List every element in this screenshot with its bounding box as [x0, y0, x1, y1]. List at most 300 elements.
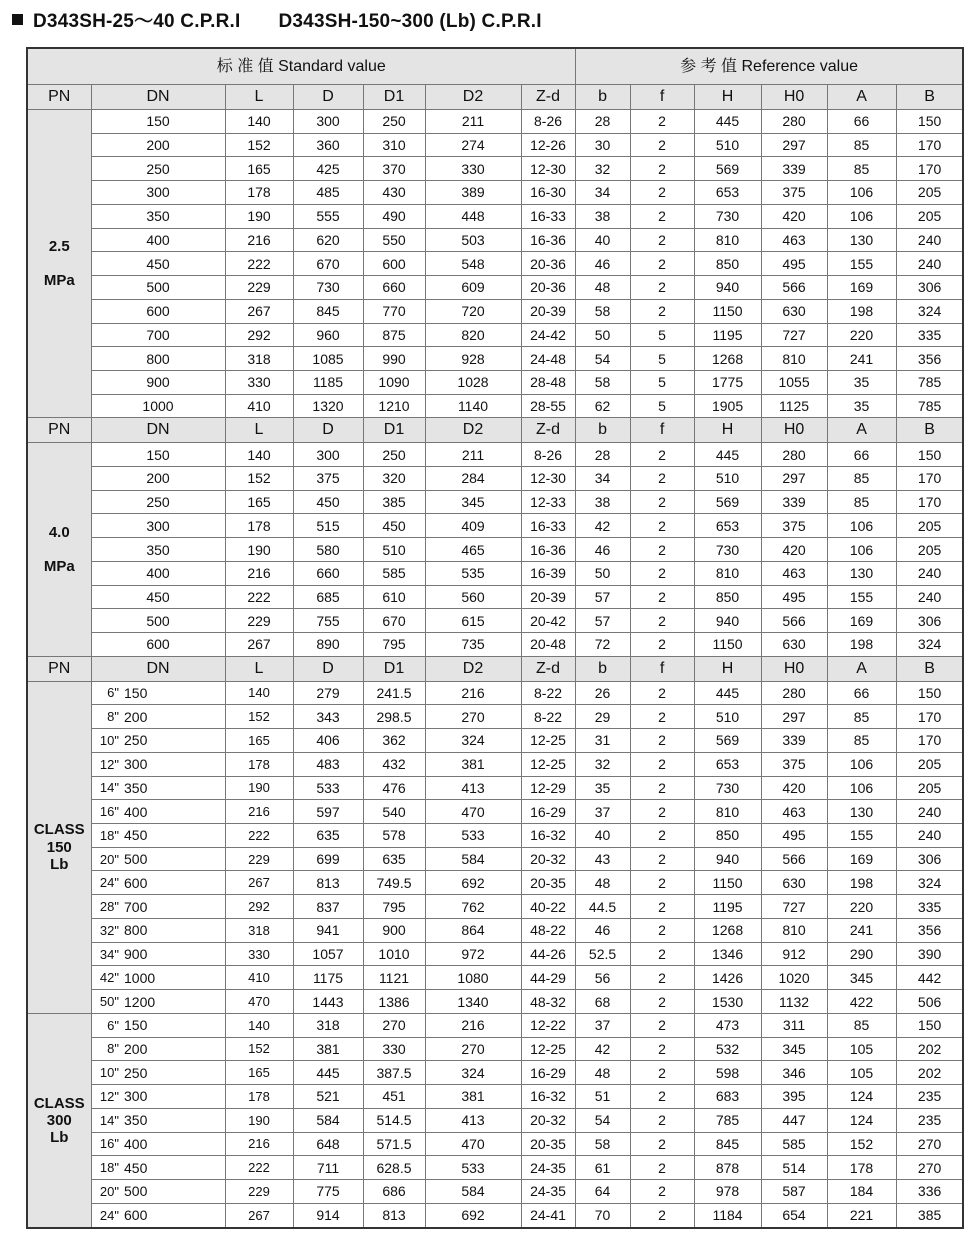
data-cell: 85: [827, 133, 896, 157]
data-cell: 2: [630, 133, 694, 157]
nps-inch-cell: 8": [91, 1037, 122, 1061]
data-cell: 2: [630, 109, 694, 133]
table-row: [27, 394, 963, 418]
data-cell: 375: [761, 514, 827, 538]
data-cell: 178: [225, 752, 293, 776]
data-cell: 775: [293, 1180, 363, 1204]
nps-inch-cell: 14": [91, 1108, 122, 1132]
data-cell: 1132: [761, 990, 827, 1014]
data-cell: 202: [896, 1061, 963, 1085]
data-cell: 58: [575, 1132, 630, 1156]
data-cell: 635: [293, 824, 363, 848]
pn-label-line: Lb: [50, 1129, 69, 1147]
data-cell: 292: [225, 323, 293, 347]
data-cell: 370: [363, 157, 425, 181]
nps-inch-cell: 10": [91, 729, 122, 753]
data-cell: 413: [425, 1108, 521, 1132]
data-cell: 64: [575, 1180, 630, 1204]
data-cell: 864: [425, 918, 521, 942]
data-cell: 306: [896, 609, 963, 633]
data-cell: 216: [225, 561, 293, 585]
data-cell: 409: [425, 514, 521, 538]
data-cell: 68: [575, 990, 630, 1014]
data-cell: 106: [827, 181, 896, 205]
dn-cell: 350: [122, 1108, 225, 1132]
data-cell: 2: [630, 514, 694, 538]
data-cell: 2: [630, 681, 694, 705]
data-cell: 20-32: [521, 847, 575, 871]
data-cell: 533: [293, 776, 363, 800]
data-cell: 12-26: [521, 133, 575, 157]
data-cell: 2: [630, 895, 694, 919]
data-cell: 2: [630, 252, 694, 276]
pn-label-class300: [27, 1013, 91, 1228]
dn-cell: 900: [91, 370, 225, 394]
data-cell: 495: [761, 585, 827, 609]
dn-cell: 500: [122, 1180, 225, 1204]
data-cell: 267: [225, 633, 293, 657]
nps-inch-cell: 16": [91, 800, 122, 824]
data-cell: 448: [425, 204, 521, 228]
data-cell: 381: [425, 1085, 521, 1109]
data-cell: 387.5: [363, 1061, 425, 1085]
column-header-h0: H0: [761, 656, 827, 681]
data-cell: 205: [896, 752, 963, 776]
table-row: [27, 1156, 963, 1180]
column-header-dn: DN: [91, 656, 225, 681]
data-cell: 222: [225, 585, 293, 609]
data-cell: 16-33: [521, 204, 575, 228]
column-header-pn: PN: [27, 85, 91, 110]
data-cell: 165: [225, 1061, 293, 1085]
data-cell: 670: [363, 609, 425, 633]
data-cell: 48: [575, 1061, 630, 1085]
data-cell: 20-42: [521, 609, 575, 633]
dn-cell: 500: [91, 276, 225, 300]
data-cell: 165: [225, 490, 293, 514]
data-cell: 727: [761, 323, 827, 347]
data-cell: 1175: [293, 966, 363, 990]
data-cell: 875: [363, 323, 425, 347]
dn-cell: 150: [122, 681, 225, 705]
dn-cell: 600: [91, 299, 225, 323]
column-header-f: f: [630, 85, 694, 110]
data-cell: 540: [363, 800, 425, 824]
data-cell: 211: [425, 109, 521, 133]
data-cell: 24-42: [521, 323, 575, 347]
data-cell: 42: [575, 1037, 630, 1061]
column-header-d1: D1: [363, 85, 425, 110]
data-cell: 654: [761, 1203, 827, 1228]
data-cell: 385: [363, 490, 425, 514]
data-cell: 2: [630, 776, 694, 800]
data-cell: 205: [896, 776, 963, 800]
column-header-zd: Z-d: [521, 656, 575, 681]
data-cell: 2: [630, 1108, 694, 1132]
nps-inch-cell: 8": [91, 705, 122, 729]
dn-cell: 250: [122, 1061, 225, 1085]
data-cell: 106: [827, 538, 896, 562]
data-cell: 34: [575, 181, 630, 205]
data-cell: 16-32: [521, 1085, 575, 1109]
data-cell: 730: [694, 204, 761, 228]
data-cell: 2: [630, 276, 694, 300]
table-row: [27, 1108, 963, 1132]
table-row: [27, 1037, 963, 1061]
data-cell: 57: [575, 609, 630, 633]
data-cell: 339: [761, 729, 827, 753]
data-cell: 28: [575, 443, 630, 467]
data-cell: 58: [575, 370, 630, 394]
data-cell: 476: [363, 776, 425, 800]
data-cell: 40: [575, 228, 630, 252]
dn-cell: 250: [91, 157, 225, 181]
data-cell: 2: [630, 1132, 694, 1156]
table-row: [27, 942, 963, 966]
data-cell: 220: [827, 323, 896, 347]
data-cell: 216: [225, 228, 293, 252]
column-header-l: L: [225, 656, 293, 681]
data-cell: 330: [363, 1037, 425, 1061]
data-cell: 445: [694, 681, 761, 705]
column-header-a: A: [827, 85, 896, 110]
data-cell: 170: [896, 466, 963, 490]
table-row: [27, 443, 963, 467]
data-cell: 205: [896, 514, 963, 538]
data-cell: 105: [827, 1037, 896, 1061]
data-cell: 584: [425, 847, 521, 871]
data-cell: 106: [827, 776, 896, 800]
data-cell: 216: [425, 1013, 521, 1037]
data-cell: 270: [896, 1156, 963, 1180]
data-cell: 686: [363, 1180, 425, 1204]
data-cell: 940: [694, 276, 761, 300]
data-cell: 280: [761, 109, 827, 133]
data-cell: 140: [225, 109, 293, 133]
data-cell: 941: [293, 918, 363, 942]
data-cell: 960: [293, 323, 363, 347]
data-cell: 170: [896, 157, 963, 181]
data-cell: 229: [225, 1180, 293, 1204]
data-cell: 2: [630, 966, 694, 990]
table-row: [27, 800, 963, 824]
data-cell: 12-33: [521, 490, 575, 514]
data-cell: 940: [694, 847, 761, 871]
data-cell: 406: [293, 729, 363, 753]
dn-cell: 450: [91, 585, 225, 609]
data-cell: 205: [896, 538, 963, 562]
data-cell: 810: [694, 800, 761, 824]
data-cell: 450: [293, 490, 363, 514]
column-header-f: f: [630, 656, 694, 681]
data-cell: 222: [225, 252, 293, 276]
data-cell: 447: [761, 1108, 827, 1132]
data-cell: 20-32: [521, 1108, 575, 1132]
column-header-d: D: [293, 85, 363, 110]
data-cell: 850: [694, 585, 761, 609]
data-cell: 267: [225, 299, 293, 323]
data-cell: 318: [225, 347, 293, 371]
data-cell: 720: [425, 299, 521, 323]
column-header-d: D: [293, 418, 363, 443]
square-bullet-icon: [12, 14, 23, 25]
dn-cell: 200: [91, 466, 225, 490]
data-cell: 345: [761, 1037, 827, 1061]
data-cell: 566: [761, 276, 827, 300]
data-cell: 56: [575, 966, 630, 990]
data-cell: 20-35: [521, 871, 575, 895]
data-cell: 483: [293, 752, 363, 776]
data-cell: 8-22: [521, 705, 575, 729]
data-cell: 375: [761, 752, 827, 776]
table-row: [27, 1013, 963, 1037]
data-cell: 1055: [761, 370, 827, 394]
data-cell: 914: [293, 1203, 363, 1228]
data-cell: 216: [225, 800, 293, 824]
data-cell: 240: [896, 561, 963, 585]
data-cell: 178: [225, 1085, 293, 1109]
data-cell: 335: [896, 323, 963, 347]
data-cell: 306: [896, 847, 963, 871]
data-cell: 2: [630, 1013, 694, 1037]
data-cell: 510: [694, 133, 761, 157]
column-header-h: H: [694, 418, 761, 443]
data-cell: 463: [761, 228, 827, 252]
data-cell: 515: [293, 514, 363, 538]
column-header-d1: D1: [363, 418, 425, 443]
data-cell: 2: [630, 1156, 694, 1180]
data-cell: 610: [363, 585, 425, 609]
table-row: [27, 490, 963, 514]
table-row: [27, 370, 963, 394]
dn-cell: 300: [122, 1085, 225, 1109]
dn-cell: 300: [122, 752, 225, 776]
data-cell: 795: [363, 895, 425, 919]
data-cell: 2: [630, 1037, 694, 1061]
data-cell: 755: [293, 609, 363, 633]
dn-cell: 900: [122, 942, 225, 966]
data-cell: 2: [630, 561, 694, 585]
data-cell: 795: [363, 633, 425, 657]
dn-cell: 500: [122, 847, 225, 871]
data-cell: 532: [694, 1037, 761, 1061]
nps-inch-cell: 32": [91, 918, 122, 942]
data-cell: 170: [896, 133, 963, 157]
data-cell: 235: [896, 1108, 963, 1132]
data-cell: 229: [225, 276, 293, 300]
pn-label-pn25: [27, 109, 91, 418]
dn-cell: 600: [122, 1203, 225, 1228]
data-cell: 241: [827, 347, 896, 371]
data-cell: 211: [425, 443, 521, 467]
data-cell: 16-39: [521, 561, 575, 585]
data-cell: 85: [827, 729, 896, 753]
data-cell: 16-36: [521, 538, 575, 562]
data-cell: 1185: [293, 370, 363, 394]
data-cell: 184: [827, 1180, 896, 1204]
data-cell: 2: [630, 181, 694, 205]
data-cell: 222: [225, 824, 293, 848]
data-cell: 324: [425, 1061, 521, 1085]
data-cell: 270: [363, 1013, 425, 1037]
data-cell: 692: [425, 871, 521, 895]
data-cell: 510: [694, 705, 761, 729]
data-cell: 2: [630, 990, 694, 1014]
nps-inch-cell: 12": [91, 1085, 122, 1109]
data-cell: 473: [694, 1013, 761, 1037]
data-cell: 628.5: [363, 1156, 425, 1180]
pn-label-line: 300: [46, 1111, 72, 1129]
column-header-d2: D2: [425, 85, 521, 110]
data-cell: 37: [575, 800, 630, 824]
data-cell: 356: [896, 918, 963, 942]
data-cell: 463: [761, 800, 827, 824]
data-cell: 165: [225, 729, 293, 753]
data-cell: 8-22: [521, 681, 575, 705]
data-cell: 16-36: [521, 228, 575, 252]
data-cell: 2: [630, 466, 694, 490]
pn-label-line: 4.0: [48, 523, 70, 541]
data-cell: 70: [575, 1203, 630, 1228]
data-cell: 2: [630, 1085, 694, 1109]
pn-label-line: CLASS: [33, 821, 85, 839]
data-cell: 749.5: [363, 871, 425, 895]
data-cell: 711: [293, 1156, 363, 1180]
data-cell: 521: [293, 1085, 363, 1109]
data-cell: 24-48: [521, 347, 575, 371]
data-cell: 1080: [425, 966, 521, 990]
column-header-h: H: [694, 656, 761, 681]
dn-cell: 450: [122, 824, 225, 848]
data-cell: 2: [630, 443, 694, 467]
data-cell: 422: [827, 990, 896, 1014]
data-cell: 346: [761, 1061, 827, 1085]
table-row: [27, 133, 963, 157]
dn-cell: 250: [91, 490, 225, 514]
data-cell: 1184: [694, 1203, 761, 1228]
data-cell: 16-33: [521, 514, 575, 538]
column-header-l: L: [225, 418, 293, 443]
dn-cell: 600: [122, 871, 225, 895]
table-row: [27, 681, 963, 705]
table-row: [27, 918, 963, 942]
data-cell: 85: [827, 466, 896, 490]
data-cell: 445: [694, 443, 761, 467]
data-cell: 20-39: [521, 585, 575, 609]
data-cell: 1020: [761, 966, 827, 990]
nps-inch-cell: 20": [91, 847, 122, 871]
data-cell: 339: [761, 490, 827, 514]
data-cell: 279: [293, 681, 363, 705]
data-cell: 810: [761, 347, 827, 371]
data-cell: 40: [575, 824, 630, 848]
nps-inch-cell: 20": [91, 1180, 122, 1204]
data-cell: 267: [225, 871, 293, 895]
data-cell: 72: [575, 633, 630, 657]
column-header-dn: DN: [91, 418, 225, 443]
data-cell: 727: [761, 895, 827, 919]
table-row: [27, 181, 963, 205]
data-cell: 683: [694, 1085, 761, 1109]
data-cell: 250: [363, 443, 425, 467]
data-cell: 533: [425, 1156, 521, 1180]
data-cell: 48-22: [521, 918, 575, 942]
data-cell: 12-25: [521, 1037, 575, 1061]
data-cell: 42: [575, 514, 630, 538]
data-cell: 178: [827, 1156, 896, 1180]
table-row: [27, 1203, 963, 1228]
data-cell: 2: [630, 490, 694, 514]
data-cell: 928: [425, 347, 521, 371]
column-header-row: [27, 418, 963, 443]
data-cell: 198: [827, 299, 896, 323]
data-cell: 850: [694, 824, 761, 848]
data-cell: 106: [827, 204, 896, 228]
data-cell: 845: [293, 299, 363, 323]
data-cell: 375: [761, 181, 827, 205]
data-cell: 381: [425, 752, 521, 776]
dn-cell: 600: [91, 633, 225, 657]
data-cell: 1090: [363, 370, 425, 394]
data-cell: 548: [425, 252, 521, 276]
column-header-h0: H0: [761, 418, 827, 443]
data-cell: 169: [827, 847, 896, 871]
table-row: [27, 157, 963, 181]
data-cell: 566: [761, 847, 827, 871]
data-cell: 61: [575, 1156, 630, 1180]
data-cell: 1195: [694, 895, 761, 919]
data-cell: 890: [293, 633, 363, 657]
data-cell: 1150: [694, 633, 761, 657]
data-cell: 587: [761, 1180, 827, 1204]
nps-inch-cell: 24": [91, 1203, 122, 1228]
nps-inch-cell: 16": [91, 1132, 122, 1156]
table-row: [27, 1061, 963, 1085]
column-header-b: B: [896, 85, 963, 110]
data-cell: 2: [630, 228, 694, 252]
data-cell: 356: [896, 347, 963, 371]
data-cell: 598: [694, 1061, 761, 1085]
data-cell: 1028: [425, 370, 521, 394]
table-row: [27, 252, 963, 276]
data-cell: 140: [225, 1013, 293, 1037]
data-cell: 653: [694, 752, 761, 776]
data-cell: 2: [630, 1061, 694, 1085]
data-cell: 1210: [363, 394, 425, 418]
data-cell: 29: [575, 705, 630, 729]
dn-cell: 350: [91, 204, 225, 228]
column-header-a: A: [827, 656, 896, 681]
data-cell: 190: [225, 776, 293, 800]
data-cell: 35: [575, 776, 630, 800]
data-cell: 270: [425, 705, 521, 729]
data-cell: 360: [293, 133, 363, 157]
data-cell: 2: [630, 918, 694, 942]
data-cell: 12-22: [521, 1013, 575, 1037]
data-cell: 550: [363, 228, 425, 252]
column-header-b: b: [575, 418, 630, 443]
data-cell: 24-35: [521, 1156, 575, 1180]
data-cell: 140: [225, 443, 293, 467]
pn-label-line: MPa: [43, 272, 75, 290]
table-row: [27, 990, 963, 1014]
data-cell: 451: [363, 1085, 425, 1109]
data-cell: 50: [575, 323, 630, 347]
data-cell: 306: [896, 276, 963, 300]
data-cell: 685: [293, 585, 363, 609]
nps-inch-cell: 14": [91, 776, 122, 800]
data-cell: 298.5: [363, 705, 425, 729]
